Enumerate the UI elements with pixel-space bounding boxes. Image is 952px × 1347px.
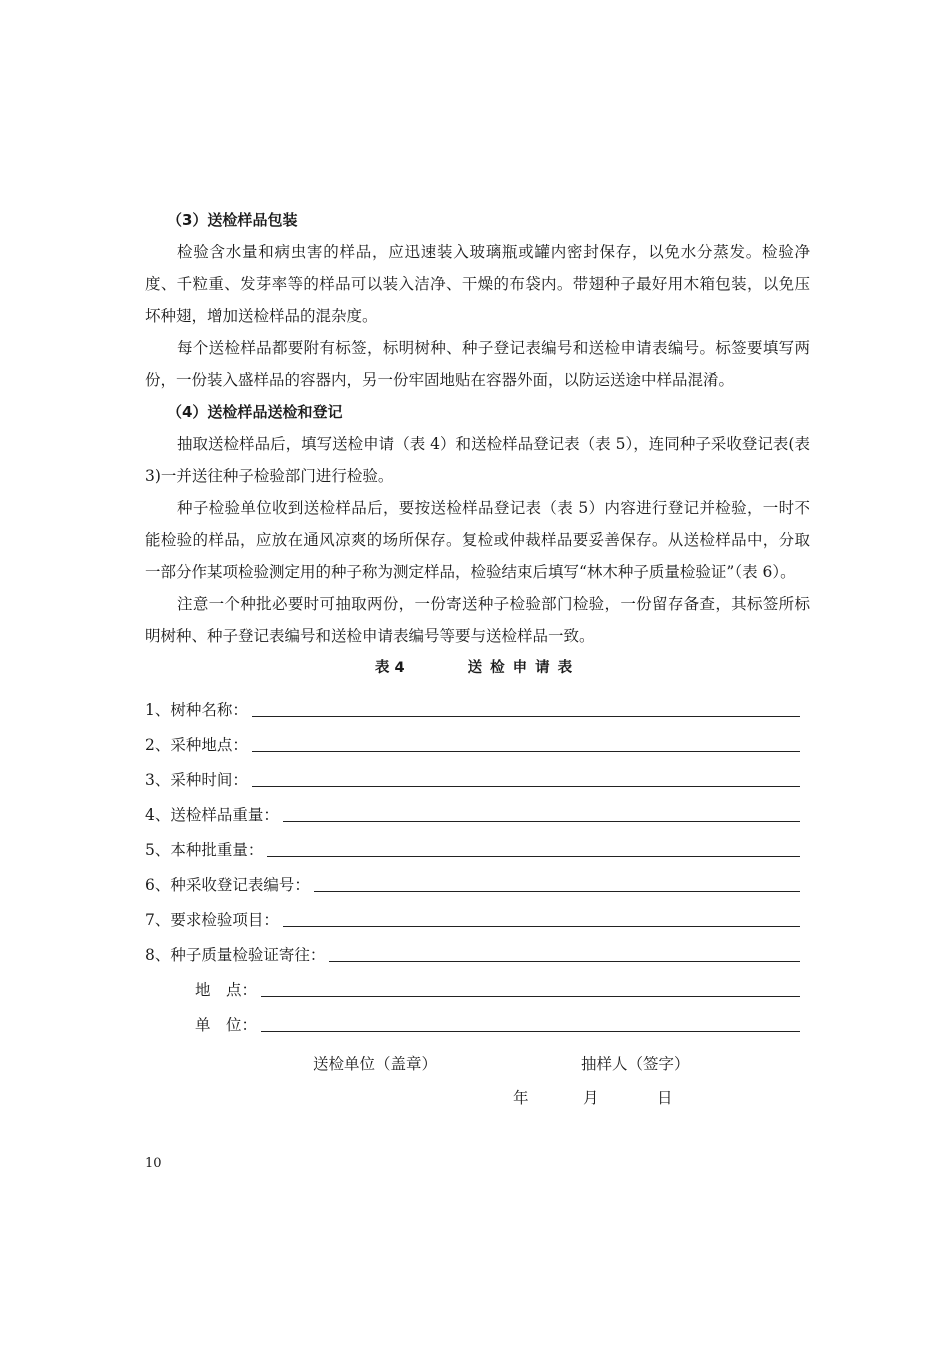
date-row xyxy=(145,1082,810,1118)
fill-in-line xyxy=(283,925,800,927)
paragraph: 检验含水量和病虫害的样品，应迅速装入玻璃瓶或罐内密封保存，以免水分蒸发。检验净度、千粒重、发芽率等的样品可以装入洁净、干燥的布袋内。带翅种子最好用木箱包装，以免压坏种翅，增加送检样品的混杂度。 xyxy=(145,243,810,325)
section-heading-submission: （4）送检样品送检和登记 xyxy=(167,403,343,421)
form-field-test-items xyxy=(145,898,810,933)
paragraph: 种子检验单位收到送检样品后，要按送检样品登记表（表 5）内容进行登记并检验，一时不能检验的样品，应放在通风凉爽的场所保存。复检或仲裁样品要妥善保存。从送检样品中，分取一部分作某项检验测定用的种子称为测定样品，检验结束后填写“林木种子质量检验证”（表 6）。 xyxy=(145,499,810,581)
fill-in-line xyxy=(252,750,800,752)
paragraph: 抽取送检样品后，填写送检申请（表 4）和送检样品登记表（表 5），连同种子采收登记表(表 3)一并送往种子检验部门进行检验。 xyxy=(145,435,810,485)
date-year: 年 xyxy=(513,1089,529,1107)
form-field-location xyxy=(145,723,810,758)
page-content xyxy=(145,204,810,1118)
field-label: 4、送检样品重量： xyxy=(145,806,279,824)
fill-in-line xyxy=(252,785,800,787)
field-label: 2、采种地点： xyxy=(145,736,248,754)
form-title xyxy=(145,652,810,688)
form-field-registration-number xyxy=(145,863,810,898)
form-field-species xyxy=(145,688,810,723)
paragraph: 每个送检样品都要附有标签，标明树种、种子登记表编号和送检申请表编号。标签要填写两份，一份装入盛样品的容器内，另一份牢固地贴在容器外面，以防运送途中样品混淆。 xyxy=(145,339,810,389)
field-label: 6、种采收登记表编号： xyxy=(145,876,310,894)
fill-in-line xyxy=(261,1030,800,1032)
form-field-sample-weight xyxy=(145,793,810,828)
fill-in-line xyxy=(252,715,800,717)
field-label: 3、采种时间： xyxy=(145,771,248,789)
fill-in-line xyxy=(314,890,800,892)
form-table-number: 表 4 xyxy=(374,660,405,676)
field-label: 7、要求检验项目： xyxy=(145,911,279,929)
form-field-unit xyxy=(145,1003,810,1038)
date-month: 月 xyxy=(583,1089,599,1107)
fill-in-line xyxy=(329,960,800,962)
field-label: 5、本种批重量： xyxy=(145,841,264,859)
form-field-time xyxy=(145,758,810,793)
form-table-name: 送检申请表 xyxy=(467,660,581,676)
field-label: 8、种子质量检验证寄往： xyxy=(145,946,326,964)
date-day: 日 xyxy=(657,1089,673,1107)
paragraph: 注意一个种批必要时可抽取两份，一份寄送种子检验部门检验，一份留存备查，其标签所标明树种、种子登记表编号和送检申请表编号等要与送检样品一致。 xyxy=(145,595,810,645)
sampler-label: 抽样人（签字） xyxy=(581,1055,690,1073)
fill-in-line xyxy=(261,995,800,997)
signature-row xyxy=(145,1046,810,1082)
field-label: 1、树种名称： xyxy=(145,701,248,719)
section-heading-packaging: （3）送检样品包装 xyxy=(167,211,298,229)
form-field-batch-weight xyxy=(145,828,810,863)
sender-unit-label: 送检单位（盖章） xyxy=(313,1055,438,1073)
field-label: 地 点： xyxy=(195,981,258,999)
page-number: 10 xyxy=(145,1156,162,1171)
fill-in-line xyxy=(283,820,800,822)
form-field-address xyxy=(145,968,810,1003)
field-label: 单 位： xyxy=(195,1016,258,1034)
fill-in-line xyxy=(267,855,800,857)
form-field-certificate-mailing xyxy=(145,933,810,968)
